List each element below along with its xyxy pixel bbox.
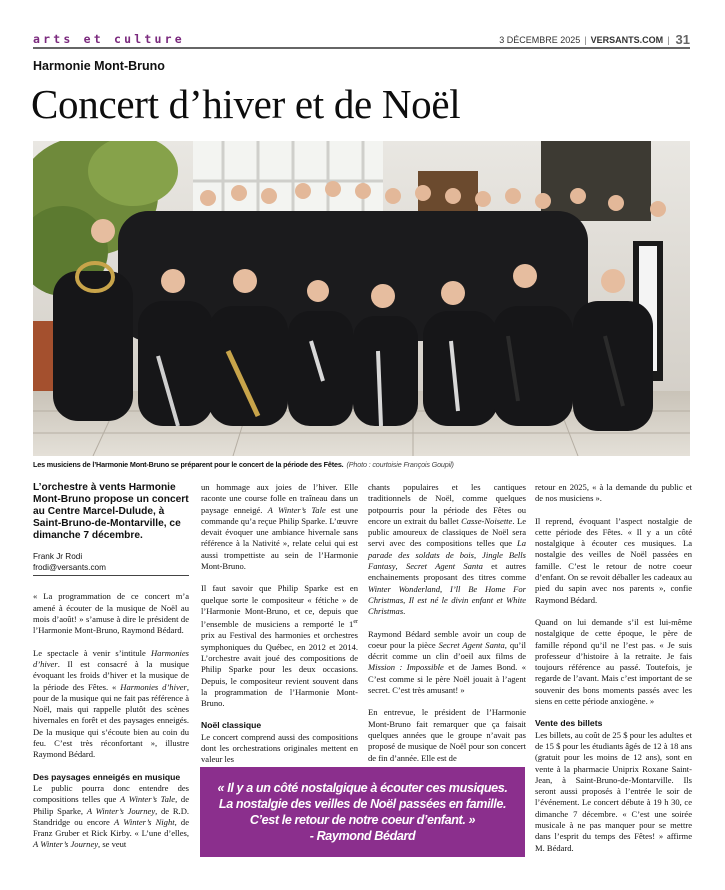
paragraph: « La programmation de ce concert m’a amené à écouter de la musique de Noël au mois d’août! » s’amuse à dire le président de l’Harmonie Mont-Bruno, Raymond Bédard. — [33, 591, 189, 636]
separator: | — [667, 35, 670, 45]
paragraph: Il faut savoir que Philip Sparke est en quelque sorte le compositeur « fétiche » de l’Harmonie Mont-Bruno, et ce, depuis que l’ensemble de musiciens a remporté le 1er prix au Festival des harmonies et orchestres symphoniques du Québec, en 2012 et 2014. L’orchestre avait joué des compositions de Philip Sparke pour les deux occasions. Depuis, le compositeur revient souvent dans la programmation de l’Harmonie Mont-Bruno. — [201, 583, 358, 709]
caption-text: Les musiciens de l’Harmonie Mont-Bruno se préparent pour le concert de la période des Fêtes. — [33, 460, 344, 469]
paragraph: Le spectacle à venir s’intitule Harmonies d’hiver. Il est consacré à la musique évoquant les froids d’hiver et la musique de la période des Fêtes. « Harmonies d’hiver, pour de la musique qui ne fait pas référence à Noël, mais qui rappelle plutôt des scènes hivernales en forêt et des paysages enneigés. De la musique qui s’écoute bien au coin du feu. C’est très réconfortant », illustre Raymond Bédard. — [33, 647, 189, 760]
article-column-1 — [33, 482, 189, 862]
pull-quote — [200, 767, 525, 857]
article-title: Concert d’hiver et de Noël — [31, 81, 461, 127]
page-header — [33, 33, 690, 49]
page-number: 31 — [675, 32, 690, 47]
wall-artwork — [541, 141, 651, 221]
subheading: Noël classique — [201, 720, 262, 731]
article-column-4 — [535, 482, 692, 865]
subheading: Des paysages enneigés en musique — [33, 771, 181, 782]
paragraph: Il reprend, évoquant l’aspect nostalgie de cette période des Fêtes. « Il y a un côté nostalgique à écouter ces musiques. La nostalgie des veilles de Noël passées en famille. C’est le retour de notre coeur d’enfant. On se revoit déballer les cadeaux au pied du sapin avec nos parents », confie Raymond Bédard. — [535, 515, 692, 605]
paragraph: En entrevue, le président de l’Harmonie Mont-Bruno fait remarquer que ça faisait quelques années que le groupe n’avait pas proposé de musique de Noël pour son concert de fin d’année. Elle est de — [368, 707, 526, 763]
article-photo — [33, 141, 690, 456]
group-photo-illustration — [33, 141, 690, 456]
byline — [33, 551, 189, 576]
photo-credit: (Photo : courtoisie François Goupil) — [346, 460, 454, 469]
paragraph: un hommage aux joies de l’hiver. Elle raconte une course folle en traîneau dans un paysage enneigé. A Winter’s Tale est une commande qu’a reçue Philip Sparke. L’œuvre devait évoquer une ambiance hivernale sans référence à la Nativité », relate celui qui est aussi trompettiste au sein de l’Harmonie Mont-Bruno. — [201, 482, 359, 572]
paragraph: Le concert comprend aussi des compositions dont les orchestrations originales mettent en valeur les — [201, 731, 358, 765]
article-column-2 — [201, 482, 358, 777]
pull-quote-attribution: - Raymond Bédard — [309, 829, 416, 843]
paragraph: chants populaires et les cantiques traditionnels de Noël, comme quelques potpourris pour la période des Fêtes ou encore un extrait du ballet Casse-Noisette. Le public amoureux de classiques de Noël sera servi avec des compositions telles que La parade des soldats de bois, Jingle Bells Fantasy, Secret Agent Santa et autres enchainements proposant des titres comme Winter Wonderland, I’ll Be Home For Christmas, Il est né le divin enfant et White Christmas. — [368, 482, 527, 617]
paragraph: Raymond Bédard semble avoir un coup de coeur pour la pièce Secret Agent Santa, qu’il décrit comme un clin d’oeil aux films de Mission : Impossible et de James Bond. « C’est comme si le père Noël jouait à l’agent secret. C’est très amusant! » — [368, 628, 527, 696]
photo-caption — [33, 460, 454, 469]
article-column-3 — [368, 482, 526, 775]
subheading: Vente des billets — [535, 718, 603, 729]
page-meta — [499, 33, 690, 47]
section-label: arts et culture — [33, 32, 185, 46]
pull-quote-line: C’est le retour de notre coeur d’enfant. » — [249, 813, 476, 827]
site-name: VERSANTS.COM — [590, 35, 664, 45]
paragraph: retour en 2025, « à la demande du public et de nos musiciens ». — [535, 482, 692, 504]
article-lede: L’orchestre à vents Harmonie Mont-Bruno propose un concert au Centre Marcel-Dulude, à Saint-Bruno-de-Montarville, ce dimanche 7 décembre. — [33, 482, 189, 542]
issue-date: 3 DÉCEMBRE 2025 — [499, 35, 581, 45]
author-name: Frank Jr Rodi — [33, 552, 83, 562]
paragraph: Le public pourra donc entendre des compositions telles que A Winter’s Tale, de Philip Sparke, A Winter’s Journey, de R.D. Standridge ou encore A Winter’s Night, de Franz Gruber et Rick Kirby. « L’une d’elles, A Winter’s Journey, se veut — [33, 782, 189, 850]
author-email[interactable]: frodi@versants.com — [33, 563, 106, 573]
pull-quote-line: « Il y a un côté nostalgique à écouter ces musiques. — [217, 781, 508, 795]
separator: | — [584, 35, 587, 45]
article-kicker: Harmonie Mont-Bruno — [33, 59, 165, 73]
paragraph: Quand on lui demande s’il est lui-même nostalgique de cette époque, le père de famille répond qu’il ne l’est pas. « Je suis professeur d’histoire à la retraite. Je fais toujours référence au passé. Toutefois, je regarde de l’avant. Mais c’est important de se souvenir des bons moments passés avec les siens en cette période anxiogène. » — [535, 616, 692, 707]
paragraph: Les billets, au coût de 25 $ pour les adultes et de 15 $ pour les étudiants âgés de 12 à 18 ans (gratuit pour les moins de 12 ans), sont en vente à la pharmacie Uniprix Roxane Saint-Jean, à Saint-Bruno-de-Montarville. Ils seront aussi proposés à l’entrée le soir de l’événement. Le concert débute à 19 h 30, ce dimanche 7 décembre. « C’est une soirée musicale à ne pas manquer pour se mettre dans l’esprit du temps des Fêtes! » affirme M. Bédard. — [535, 729, 692, 853]
pull-quote-line: La nostalgie des veilles de Noël passées en famille. — [218, 797, 507, 811]
